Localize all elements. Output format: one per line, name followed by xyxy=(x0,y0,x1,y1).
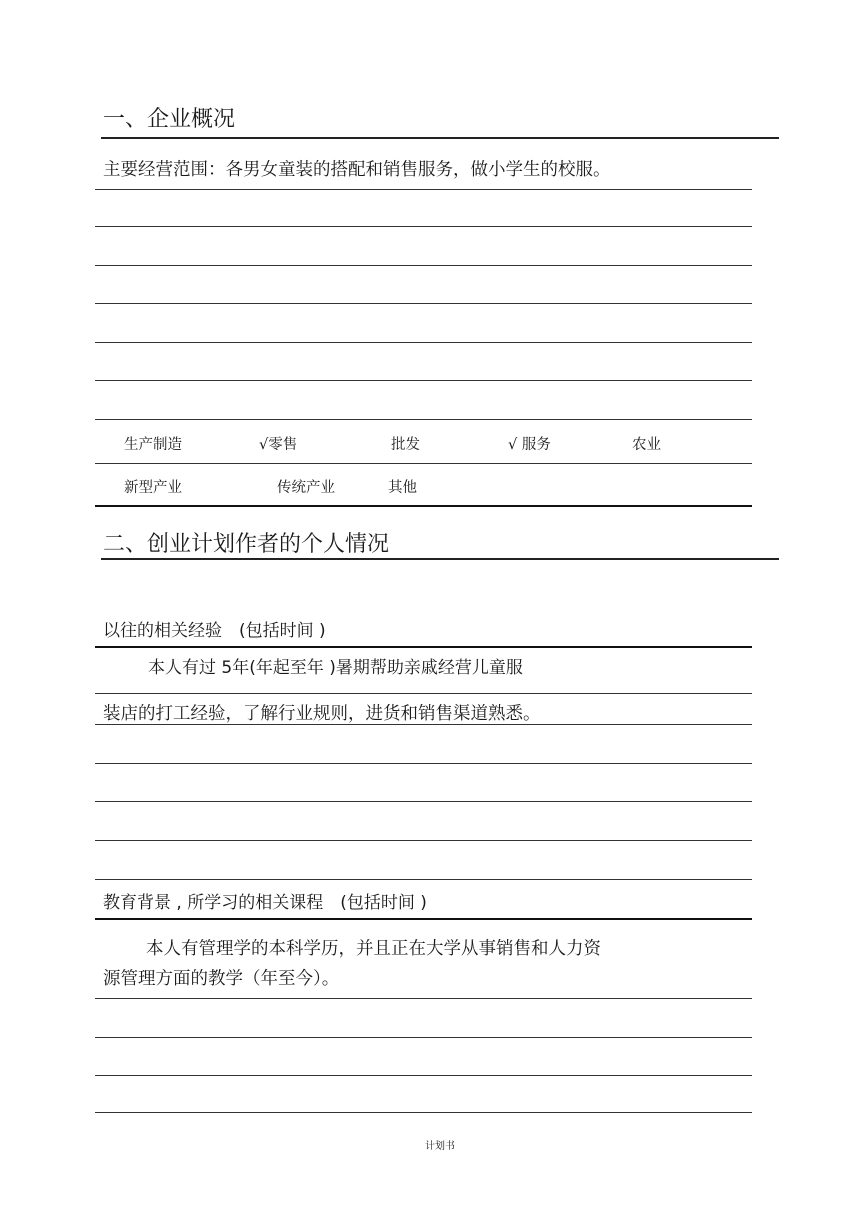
writing-line xyxy=(95,1037,752,1038)
section1-title: 一、企业概况 xyxy=(103,107,236,132)
writing-line xyxy=(95,724,752,725)
writing-line xyxy=(95,1075,752,1076)
writing-line xyxy=(95,693,752,694)
education-text-line1: 本人有管理学的本科学历，并且正在大学从事销售和人力资 xyxy=(146,939,601,959)
industry-option-manufacturing[interactable]: 生产制造 xyxy=(124,437,182,453)
industry-option-retail[interactable]: √零售 xyxy=(259,437,298,453)
industry-option-traditional[interactable]: 传统产业 xyxy=(277,480,335,496)
section2-title: 二、创业计划作者的个人情况 xyxy=(103,532,390,557)
writing-line xyxy=(95,840,752,841)
writing-line xyxy=(95,918,752,920)
writing-line xyxy=(95,226,752,227)
education-text-line2: 源管理方面的教学（年至今）。 xyxy=(103,969,340,989)
experience-text-line1: 本人有过 5年(年起至年 )暑期帮助亲戚经营儿童服 xyxy=(148,658,523,678)
industry-option-service[interactable]: √ 服务 xyxy=(508,437,551,453)
writing-line xyxy=(95,265,752,266)
writing-line xyxy=(95,419,752,420)
writing-line xyxy=(95,801,752,802)
section1-title-rule xyxy=(101,137,779,139)
writing-line xyxy=(95,463,752,464)
business-scope-text: 主要经营范围：各男女童装的搭配和销售服务，做小学生的校服。 xyxy=(103,160,611,180)
writing-line xyxy=(95,998,752,999)
education-label: 教育背景 , 所学习的相关课程 (包括时间 ) xyxy=(103,893,427,913)
experience-label: 以往的相关经验 (包括时间 ) xyxy=(103,621,326,641)
writing-line xyxy=(95,646,752,648)
experience-text-line2: 装店的打工经验，了解行业规则，进货和销售渠道熟悉。 xyxy=(103,704,541,724)
writing-line xyxy=(95,505,752,507)
industry-option-other[interactable]: 其他 xyxy=(388,480,417,496)
writing-line xyxy=(95,303,752,304)
writing-line xyxy=(95,879,752,880)
writing-line xyxy=(95,1112,752,1113)
writing-line xyxy=(95,763,752,764)
writing-line xyxy=(95,189,752,190)
writing-line xyxy=(95,380,752,381)
industry-option-wholesale[interactable]: 批发 xyxy=(391,437,420,453)
industry-option-agriculture[interactable]: 农业 xyxy=(632,437,661,453)
industry-option-new[interactable]: 新型产业 xyxy=(124,480,182,496)
section2-title-rule xyxy=(101,558,779,560)
page-footer: 计划书 xyxy=(425,1141,455,1152)
writing-line xyxy=(95,342,752,343)
